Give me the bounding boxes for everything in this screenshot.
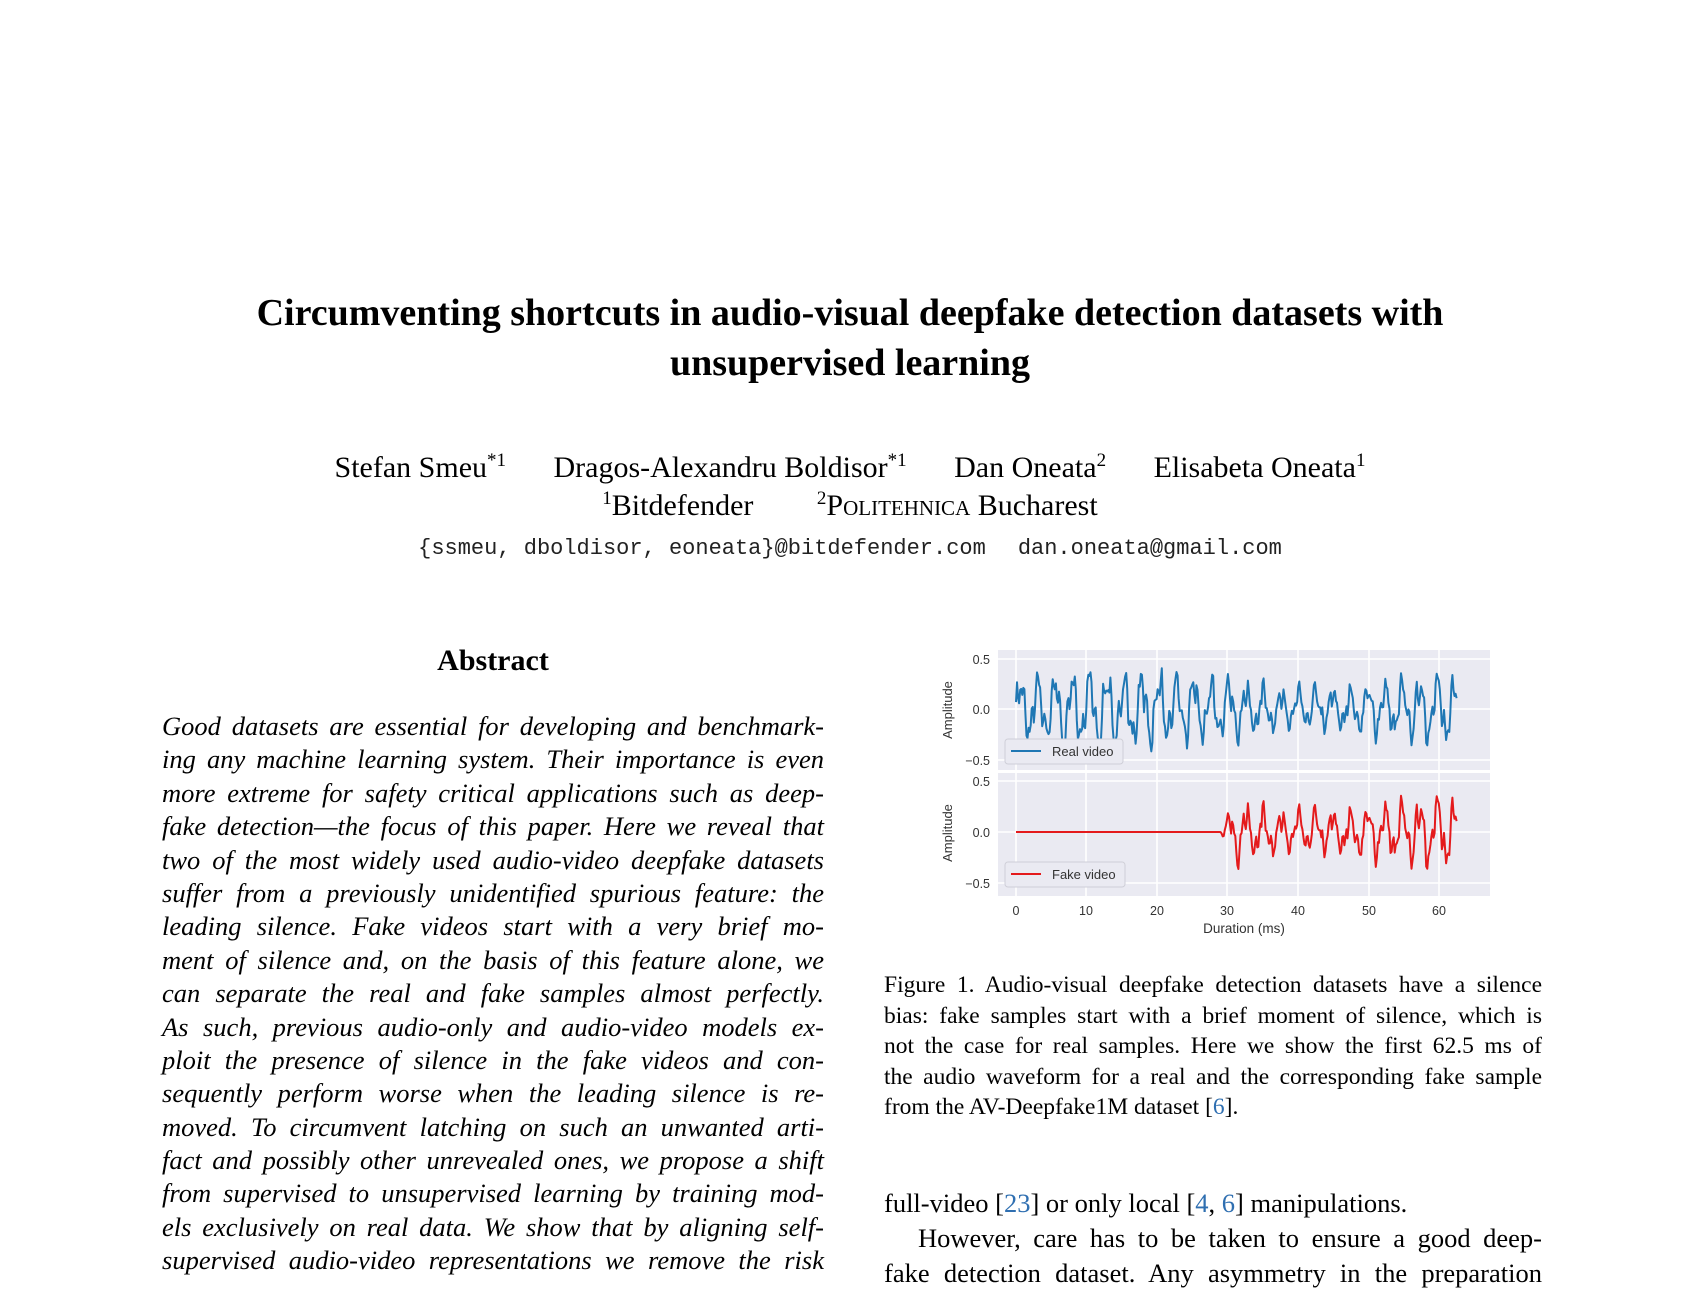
abstract-line: fact and possibly other unrevealed ones, we propose a shift: [162, 1145, 824, 1176]
x-axis-label: Duration (ms): [1203, 921, 1285, 936]
svg-text:0.5: 0.5: [972, 775, 990, 789]
affiliation-name-rest: Bucharest: [970, 489, 1098, 522]
abstract-line: from supervised to unsupervised learning by training mod-: [162, 1178, 824, 1209]
abstract-heading: Abstract: [437, 644, 549, 677]
abstract-body: [162, 710, 824, 1278]
svg-text:50: 50: [1362, 904, 1376, 918]
fake-y-axis-label: Amplitude: [940, 804, 955, 862]
abstract-line: fake detection—the focus of this paper. Here we reveal that: [162, 811, 824, 842]
abstract-line: leading silence. Fake videos start with a very brief mo-: [162, 911, 824, 942]
author-mark: *1: [887, 450, 907, 471]
x-axis-ticks: [1013, 904, 1446, 918]
svg-text:0.5: 0.5: [972, 653, 990, 667]
author-name: Stefan Smeu: [334, 451, 488, 484]
author-name: Dan Oneata: [954, 451, 1097, 484]
caption-line: not the case for real samples. Here we show the first 62.5 ms of: [884, 1033, 1542, 1059]
author-mark: 1: [1355, 450, 1366, 471]
body-line: However, care has to be taken to ensure a good deep-: [918, 1223, 1542, 1253]
svg-text:40: 40: [1291, 904, 1305, 918]
abstract-line: moved. To circumvent latching on such an unwanted arti-: [162, 1111, 824, 1142]
title-line-1: Circumventing shortcuts in audio-visual deepfake detection datasets with: [256, 292, 1444, 334]
real-y-axis-label: Amplitude: [940, 681, 955, 739]
body-text-right-column: [884, 1186, 1542, 1291]
y-axis-ticks: [965, 653, 990, 891]
fake-legend-label: Fake video: [1052, 867, 1116, 882]
caption-line: from the AV-Deepfake1M dataset [6].: [884, 1094, 1239, 1120]
abstract-line: can separate the real and fake samples almost perfectly.: [162, 978, 824, 1009]
abstract-line: ploit the presence of silence in the fake videos and con-: [162, 1044, 824, 1075]
abstract-line: Good datasets are essential for developing and benchmark-: [162, 711, 824, 741]
real-legend-label: Real video: [1052, 744, 1114, 759]
svg-text:0: 0: [1012, 904, 1020, 918]
author-mark: *1: [487, 450, 507, 471]
email-line: [0, 536, 1700, 561]
caption-line: the audio waveform for a real and the corresponding fake sample: [884, 1063, 1542, 1090]
body-line: fake detection dataset. Any asymmetry in the preparation: [884, 1258, 1542, 1288]
author-name: Dragos-Alexandru Boldisor: [553, 451, 888, 484]
citation-link[interactable]: 6: [1221, 1188, 1236, 1218]
affiliation-name: Politehnica: [826, 489, 971, 522]
abstract-line: suffer from a previously unidentified spurious feature: the: [162, 877, 824, 908]
affiliation-mark: 2: [816, 488, 827, 509]
svg-text:−0.5: −0.5: [965, 754, 990, 768]
abstract-line: ing any machine learning system. Their importance is even: [162, 744, 824, 775]
abstract-line: sequently perform worse when the leading silence is re-: [162, 1078, 824, 1109]
author-block: [0, 449, 1700, 525]
email-single[interactable]: dan.oneata@gmail.com: [1017, 536, 1282, 561]
svg-text:60: 60: [1432, 904, 1446, 918]
paper-title: [0, 288, 1700, 388]
email-group[interactable]: {ssmeu, dboldisor, eoneata}@bitdefender.com: [418, 536, 986, 561]
caption-line: bias: fake samples start with a brief moment of silence, which is: [884, 1002, 1542, 1029]
abstract-line: two of the most widely used audio-video deepfake datasets: [162, 844, 824, 875]
citation-link[interactable]: 6: [1212, 1094, 1225, 1120]
figure-1-waveform-chart: [930, 640, 1500, 940]
citation-link[interactable]: 4: [1195, 1188, 1209, 1218]
author-mark: 2: [1096, 450, 1107, 471]
svg-text:30: 30: [1220, 904, 1234, 918]
abstract-line: more extreme for safety critical applications such as deep-: [162, 777, 824, 808]
abstract-line: ment of silence and, on the basis of this feature alone, we: [162, 944, 824, 975]
svg-text:0.0: 0.0: [972, 826, 990, 840]
author-list: [0, 449, 1700, 487]
svg-text:−0.5: −0.5: [965, 877, 990, 891]
caption-line: Figure 1. Audio-visual deepfake detection datasets have a silence: [884, 972, 1542, 998]
affiliation-name: Bitdefender: [611, 489, 754, 522]
affiliation-list: [0, 487, 1700, 525]
svg-text:20: 20: [1150, 904, 1164, 918]
svg-text:10: 10: [1079, 904, 1093, 918]
abstract-line: supervised audio-video representations we remove the risk: [162, 1245, 824, 1276]
affiliation-mark: 1: [602, 488, 612, 509]
abstract-line: els exclusively on real data. We show that by aligning self-: [162, 1211, 824, 1242]
citation-link[interactable]: 23: [1003, 1188, 1031, 1218]
svg-text:0.0: 0.0: [972, 703, 990, 717]
title-line-2: unsupervised learning: [669, 342, 1031, 384]
real-legend: [1005, 739, 1123, 764]
fake-legend: [1005, 862, 1125, 887]
author-name: Elisabeta Oneata: [1153, 451, 1356, 484]
abstract-line: As such, previous audio-only and audio-video models ex-: [162, 1011, 824, 1042]
figure-1-caption: [884, 970, 1542, 1123]
body-line: full-video [23] or only local [4, 6] manipulations.: [884, 1188, 1408, 1218]
